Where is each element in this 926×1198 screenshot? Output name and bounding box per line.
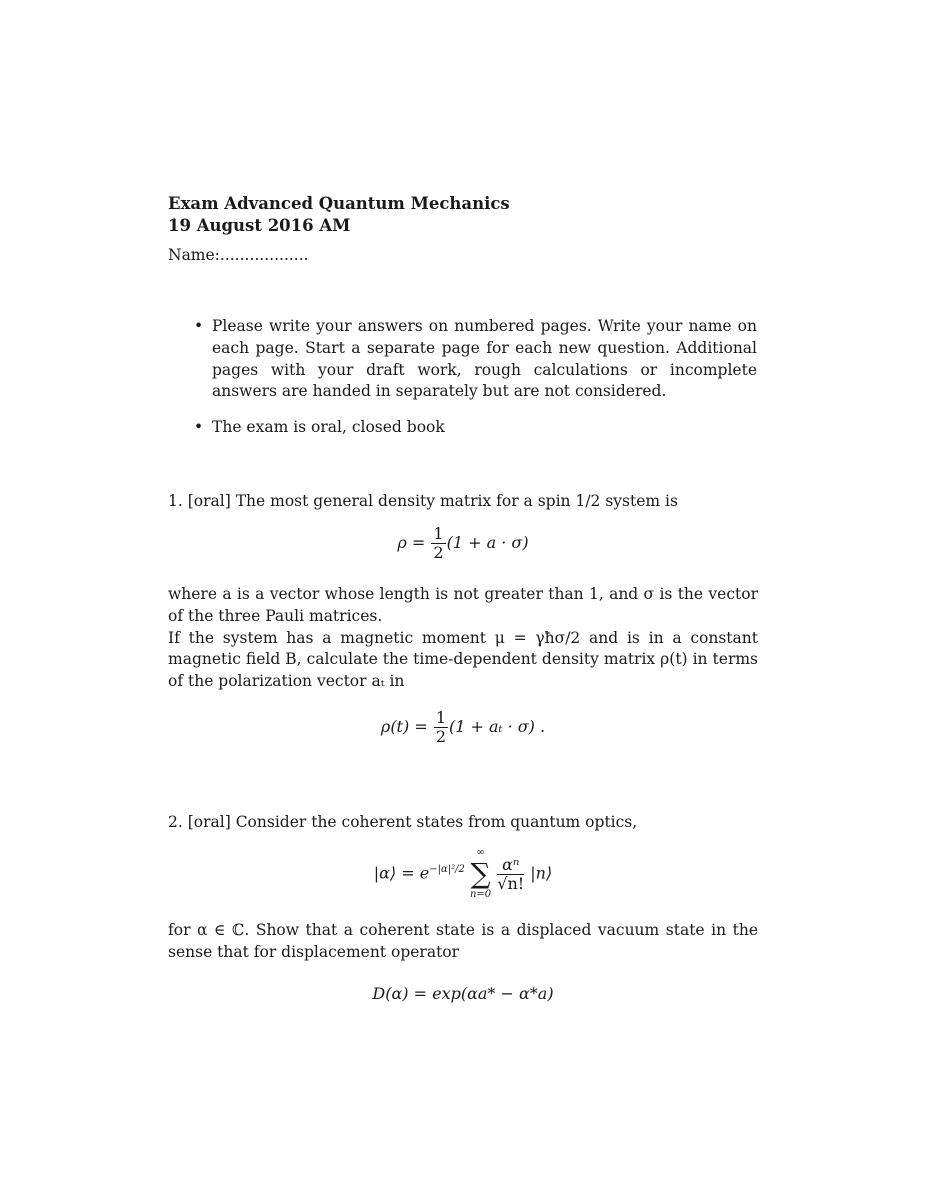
equation-time-dependent-density <box>0 709 926 746</box>
eq-lhs: |α⟩ = e <box>373 863 430 883</box>
sum-lower-limit: n=0 <box>469 889 492 900</box>
eq-lhs: ρ(t) = <box>380 717 433 736</box>
eq-exponent: −|α|²/2 <box>429 864 465 876</box>
equation-density-matrix <box>0 525 926 562</box>
eq-lhs: ρ = <box>397 533 431 552</box>
question-2-intro <box>168 812 758 834</box>
question-1-intro-text: [oral] The most general density matrix for a spin 1/2 system is <box>187 492 678 510</box>
eq-rhs: |n⟩ <box>530 863 553 883</box>
instruction-text: Please write your answers on numbered pages. Write your name on each page. Start a separate page for each new question. Additional pages with your draft work, rough calculations or incomplete answers are handed in separately but are not considered. <box>212 317 757 401</box>
question-1-intro <box>168 491 758 513</box>
question-2-text-2: for α ∈ ℂ. Show that a coherent state is a displaced vacuum state in the sense that for displacement operator <box>168 921 758 961</box>
instruction-text: The exam is oral, closed book <box>212 418 445 437</box>
question-1-text-2: where a is a vector whose length is not greater than 1, and σ is the vector of the three Pauli matrices. <box>168 585 758 625</box>
question-number: 2. <box>168 813 183 831</box>
fraction <box>434 709 448 746</box>
exam-title <box>168 193 510 237</box>
fraction-denominator: 2 <box>433 543 444 562</box>
fraction <box>431 525 445 562</box>
question-1-body <box>168 584 758 693</box>
bullet-icon: • <box>194 317 204 335</box>
exam-title-line1: Exam Advanced Quantum Mechanics <box>168 194 510 213</box>
fraction-numerator: 1 <box>435 708 446 727</box>
question-1 <box>168 491 758 513</box>
fraction-denominator: 2 <box>435 727 446 746</box>
sum-upper-limit: ∞ <box>476 847 485 858</box>
question-2 <box>168 812 758 834</box>
eq-rhs: (1 + aₜ · σ) . <box>449 717 546 736</box>
equation-coherent-state <box>0 846 926 902</box>
question-2-body <box>168 920 758 964</box>
question-number: 1. <box>168 492 183 510</box>
instruction-item <box>194 417 757 439</box>
instructions-list <box>194 316 757 453</box>
fraction <box>497 856 524 893</box>
sum-symbol: ∑ <box>470 857 491 890</box>
fraction-numerator: 1 <box>433 524 444 543</box>
instruction-item <box>194 316 757 403</box>
question-2-intro-text: [oral] Consider the coherent states from quantum optics, <box>187 813 638 831</box>
fraction-denominator: √n! <box>497 873 525 893</box>
name-field-label: Name:.................. <box>168 246 309 264</box>
bullet-icon: • <box>194 418 204 437</box>
equation-displacement-operator: D(α) = exp(αa* − α*a) <box>372 984 554 1003</box>
summation <box>470 846 491 902</box>
fraction-numerator: αⁿ <box>497 856 524 875</box>
eq-rhs: (1 + a · σ) <box>446 533 529 552</box>
exam-date: 19 August 2016 AM <box>168 216 351 235</box>
question-1-text-3: If the system has a magnetic moment μ = γħσ/2 and is in a constant magnetic field B, calculate the time-dependent density matrix ρ(t) in terms of the polarization vector aₜ in <box>168 628 758 691</box>
